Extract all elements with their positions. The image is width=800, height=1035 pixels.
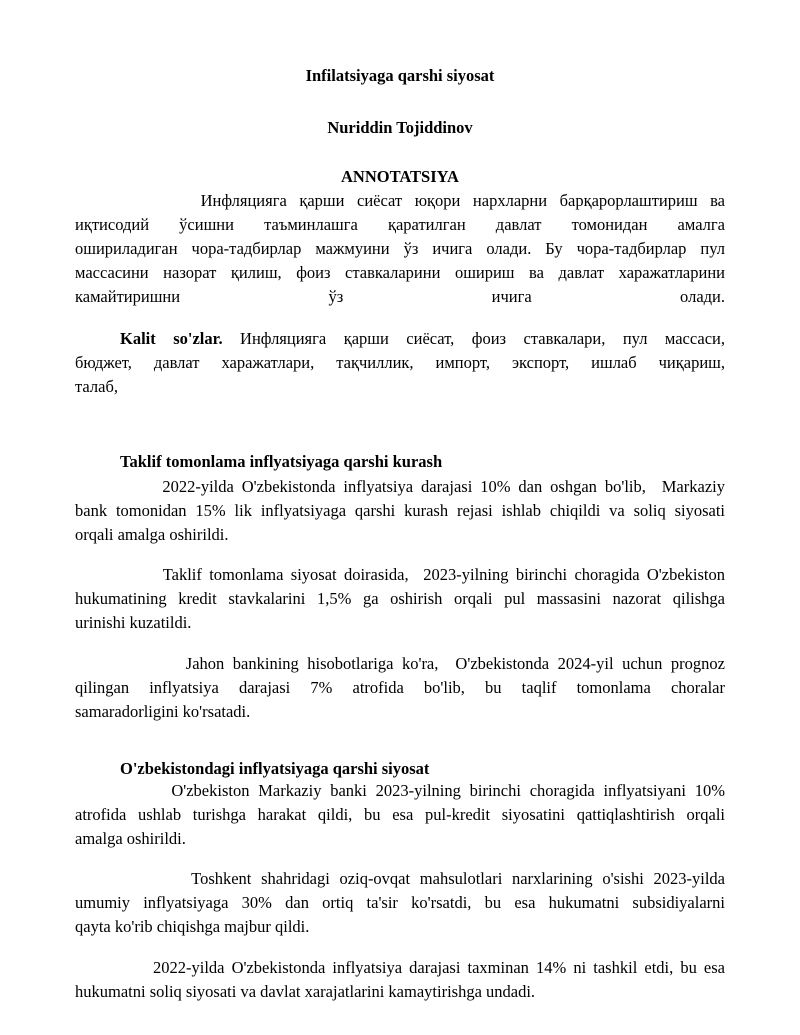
paragraph-line [75, 327, 725, 351]
paragraph-line: samaradorligini ko'rsatadi. [75, 702, 251, 721]
annotation-paragraph [75, 189, 725, 309]
paragraph-line: ошириладиган чора-тадбирлар мажмуини ўз ичига олади. Бу чора-тадбирлар пул [75, 239, 725, 258]
section-heading: Taklif tomonlama inflyatsiyaga qarshi kurash [120, 452, 443, 471]
paragraph-line: umumiy inflyatsiyaga 30% dan ortiq ta'sir ko'rsatdi, bu esa hukumatni subsidiyalarni [75, 893, 725, 912]
paragraph-line: иқтисодий ўсишни таъминлашга қаратилган давлат томонидан амалга [75, 215, 725, 234]
paragraph-line: qilingan inflyatsiya darajasi 7% atrofida bo'lib, bu taqlif tomonlama choralar [75, 678, 725, 697]
paragraph-line: amalga oshirildi. [75, 829, 186, 848]
paragraph-line: Инфляцияга қарши сиёсат юқори нархларни барқарорлаштириш ва [75, 191, 725, 210]
body-paragraph [75, 956, 725, 1004]
paragraph-line: hukumatining kredit stavkalarini 1,5% ga oshirish orqali pul massasini nazorat qilishga [75, 589, 725, 608]
body-paragraph [75, 652, 725, 724]
keywords-label: Kalit so'zlar. [120, 329, 223, 348]
body-paragraph [75, 779, 725, 851]
author-name: Nuriddin Tojiddinov [327, 118, 473, 137]
paragraph-line: qayta ko'rib chiqishga majbur qildi. [75, 917, 310, 936]
paragraph-line: Jahon bankining hisobotlariga ko'ra, O'zbekistonda 2024-yil uchun prognoz [75, 654, 725, 673]
paragraph-line: Toshkent shahridagi oziq-ovqat mahsulotlari narxlarining o'sishi 2023-yilda [75, 869, 725, 888]
body-paragraph [75, 475, 725, 547]
paragraph-line: массасини назорат қилиш, фоиз ставкаларини ошириш ва давлат харажатларини [75, 263, 725, 282]
paragraph-line: atrofida ushlab turishga harakat qildi, bu esa pul-kredit siyosatini qattiqlashtirish orqali [75, 805, 725, 824]
keywords-text: Инфляцияга қарши сиёсат, фоиз ставкалари, пул массаси, [240, 329, 725, 348]
paragraph-line: талаб, [75, 377, 118, 396]
paragraph-line: Taklif tomonlama siyosat doirasida, 2023-yilning birinchi choragida O'zbekiston [75, 565, 725, 584]
paragraph-line: bank tomonidan 15% lik inflyatsiyaga qarshi kurash rejasi ishlab chiqildi va soliq siyosati [75, 501, 725, 520]
document-title: Infilatsiyaga qarshi siyosat [305, 66, 495, 85]
paragraph-line: hukumatni soliq siyosati va davlat xarajatlarini kamaytirishga undadi. [75, 982, 536, 1001]
body-paragraph [75, 563, 725, 635]
section-heading: O'zbekistondagi inflyatsiyaga qarshi siyosat [120, 759, 430, 778]
keywords-paragraph [75, 327, 725, 399]
paragraph-line: 2022-yilda O'zbekistonda inflyatsiya darajasi taxminan 14% ni tashkil etdi, bu esa [75, 958, 725, 977]
paragraph-line: бюджет, давлат харажатлари, тақчиллик, импорт, экспорт, ишлаб чиқариш, [75, 353, 725, 372]
body-paragraph [75, 867, 725, 939]
paragraph-line: urinishi kuzatildi. [75, 613, 192, 632]
paragraph-line: камайтиришни ўз ичига олади. [75, 287, 725, 306]
paragraph-line: 2022-yilda O'zbekistonda inflyatsiya darajasi 10% dan oshgan bo'lib, Markaziy [75, 477, 725, 496]
paragraph-line: orqali amalga oshirildi. [75, 525, 229, 544]
paragraph-line: O'zbekiston Markaziy banki 2023-yilning birinchi choragida inflyatsiyani 10% [75, 781, 725, 800]
annotation-heading: ANNOTATSIYA [341, 167, 459, 186]
